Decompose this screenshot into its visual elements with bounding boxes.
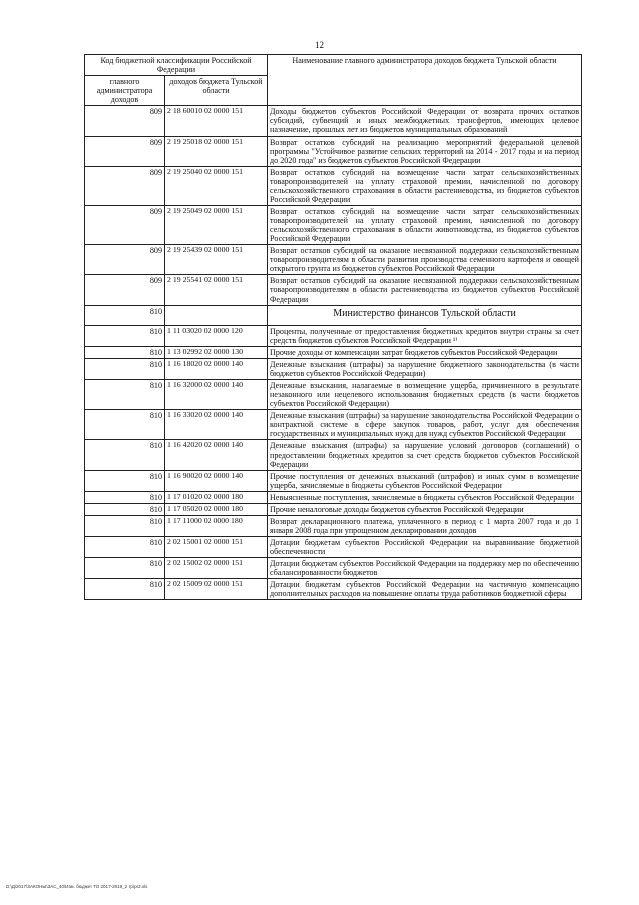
- income-code-cell: 1 17 11000 02 0000 180: [165, 515, 268, 536]
- admin-code-cell: 810: [85, 515, 165, 536]
- income-name-cell: Денежные взыскания, налагаемые в возмещение ущерба, причиненного в результате незаконного или нецелевого использования бюджетных средств (в части бюджетов субъектов Российской Федерации): [268, 380, 582, 410]
- ministry-header-row: [85, 305, 582, 325]
- income-code-cell: 2 18 60010 02 0000 151: [165, 106, 268, 136]
- income-code-cell: 2 19 25049 02 0000 151: [165, 205, 268, 244]
- income-code-cell: 2 02 15001 02 0000 151: [165, 537, 268, 558]
- table-row: [85, 558, 582, 579]
- income-name-cell: Возврат остатков субсидий на реализацию мероприятий федеральной целевой программы "Устойчивое развитие сельских территорий на 2014 - 2017 годы и на период до 2020 года" из бюджетов субъектов Российской Федерации: [268, 136, 582, 166]
- income-code-cell: 2 19 25439 02 0000 151: [165, 245, 268, 275]
- income-name-cell: Прочие доходы от компенсации затрат бюджетов субъектов Российской Федерации: [268, 346, 582, 358]
- table-row: [85, 245, 582, 275]
- income-name-cell: Прочие поступления от денежных взысканий (штрафов) и иных сумм в возмещение ущерба, зачисляемые в бюджеты субъектов Российской Федерации: [268, 470, 582, 491]
- income-code-cell: 1 16 32000 02 0000 140: [165, 380, 268, 410]
- table-row: [85, 358, 582, 379]
- income-name-cell: Невыясненные поступления, зачисляемые в бюджеты субъектов Российской Федерации: [268, 491, 582, 503]
- header-admin: главного администратора доходов: [85, 76, 165, 106]
- table-row: [85, 380, 582, 410]
- table-row: [85, 440, 582, 470]
- table-row: [85, 491, 582, 503]
- admin-code-cell: 809: [85, 245, 165, 275]
- income-name-cell: Денежные взыскания (штрафы) за нарушение условий договоров (соглашений) о предоставлении бюджетных кредитов за счет средств бюджетов субъектов Российской Федерации: [268, 440, 582, 470]
- income-name-cell: Возврат остатков субсидий на оказание несвязанной поддержки сельскохозяйственным товаропроизводителям в области растениеводства из бюджетов субъектов Российской Федерации: [268, 275, 582, 305]
- income-name-cell: Денежные взыскания (штрафы) за нарушение бюджетного законодательства (в части бюджетов субъектов Российской Федерации): [268, 358, 582, 379]
- table-row: [85, 579, 582, 600]
- table-row: [85, 346, 582, 358]
- header-income: доходов бюджета Тульской области: [165, 76, 268, 106]
- table-row: [85, 205, 582, 244]
- admin-code-cell: 809: [85, 275, 165, 305]
- table-row: [85, 515, 582, 536]
- admin-code-cell: 810: [85, 410, 165, 440]
- header-name: Наименование главного администратора доходов бюджета Тульской области: [268, 55, 582, 106]
- income-code-cell: [165, 305, 268, 325]
- admin-code-cell: 810: [85, 325, 165, 346]
- income-name-cell: Проценты, полученные от предоставления бюджетных кредитов внутри страны за счет средств бюджетов субъектов Российской Федерации ¹⁾: [268, 325, 582, 346]
- income-code-cell: 2 02 15002 02 0000 151: [165, 558, 268, 579]
- income-name-cell: Возврат декларационного платежа, уплаченного в период с 1 марта 2007 года и до 1 января 2008 года при упрощенном декларировании доходов: [268, 515, 582, 536]
- ministry-name-cell: Министерство финансов Тульской области: [268, 305, 582, 325]
- table-row: [85, 106, 582, 136]
- admin-code-cell: 810: [85, 440, 165, 470]
- income-name-cell: Прочие неналоговые доходы бюджетов субъектов Российской Федерации: [268, 503, 582, 515]
- table-row: [85, 470, 582, 491]
- table-body: [85, 106, 582, 600]
- admin-code-cell: 809: [85, 106, 165, 136]
- table-row: [85, 136, 582, 166]
- header-code-group: Код бюджетной классификации Российской Федерации: [85, 55, 268, 76]
- page-number: 12: [315, 40, 324, 50]
- budget-classification-table: [84, 54, 582, 600]
- table-row: [85, 410, 582, 440]
- income-name-cell: Возврат остатков субсидий на возмещение части затрат сельскохозяйственных товаропроизводителей на уплату страховой премии, начисленной по договору сельскохозяйственного страхования в области животноводства, из бюджетов субъектов Российской Федерации: [268, 205, 582, 244]
- admin-code-cell: 809: [85, 136, 165, 166]
- income-name-cell: Дотации бюджетам субъектов Российской Федерации на выравнивание бюджетной обеспеченности: [268, 537, 582, 558]
- income-name-cell: Дотации бюджетам субъектов Российской Федерации на поддержку мер по обеспечению сбалансированности бюджетов: [268, 558, 582, 579]
- admin-code-cell: 810: [85, 305, 165, 325]
- income-name-cell: Возврат остатков субсидий на оказание несвязанной поддержки сельскохозяйственным товаропроизводителям в области развития производства семенного картофеля и овощей открытого грунта из бюджетов субъектов Российской Федерации: [268, 245, 582, 275]
- admin-code-cell: 810: [85, 537, 165, 558]
- income-name-cell: Денежные взыскания (штрафы) за нарушение законодательства Российской Федерации о контрактной системе в сфере закупок товаров, работ, услуг для обеспечения государственных и муниципальных нужд для нужд субъектов Российской Федерации: [268, 410, 582, 440]
- admin-code-cell: 810: [85, 558, 165, 579]
- table-row: [85, 503, 582, 515]
- admin-code-cell: 809: [85, 205, 165, 244]
- income-code-cell: 2 19 25040 02 0000 151: [165, 166, 268, 205]
- income-code-cell: 1 16 18020 02 0000 140: [165, 358, 268, 379]
- income-name-cell: Доходы бюджетов субъектов Российской Федерации от возврата прочих остатков субсидий, субвенций и иных межбюджетных трансфертов, имеющих целевое назначение, прошлых лет из бюджетов муниципальных образований: [268, 106, 582, 136]
- income-code-cell: 1 17 01020 02 0000 180: [165, 491, 268, 503]
- income-code-cell: 1 16 90020 02 0000 140: [165, 470, 268, 491]
- income-code-cell: 2 02 15009 02 0000 151: [165, 579, 268, 600]
- admin-code-cell: 810: [85, 346, 165, 358]
- table-row: [85, 275, 582, 305]
- admin-code-cell: 810: [85, 470, 165, 491]
- admin-code-cell: 809: [85, 166, 165, 205]
- admin-code-cell: 810: [85, 579, 165, 600]
- income-code-cell: 1 17 05020 02 0000 180: [165, 503, 268, 515]
- admin-code-cell: 810: [85, 358, 165, 379]
- table-row: [85, 537, 582, 558]
- income-code-cell: 1 16 33020 02 0000 140: [165, 410, 268, 440]
- admin-code-cell: 810: [85, 503, 165, 515]
- income-name-cell: Дотации бюджетам субъектов Российской Федерации на частичную компенсацию дополнительных расходов на повышение оплаты труда работников бюджетной сферы: [268, 579, 582, 600]
- income-code-cell: 1 11 03020 02 0000 120: [165, 325, 268, 346]
- income-code-cell: 1 13 02992 02 0000 130: [165, 346, 268, 358]
- admin-code-cell: 810: [85, 491, 165, 503]
- income-code-cell: 2 19 25541 02 0000 151: [165, 275, 268, 305]
- footer-file-path: D:\Д\2017\ЗАКОНЫ\ЗАС_40\Изм. бюджет ТО 2017-2019_2 тр\pr2.xls: [6, 884, 148, 889]
- income-code-cell: 1 16 42020 02 0000 140: [165, 440, 268, 470]
- income-name-cell: Возврат остатков субсидий на возмещение части затрат сельскохозяйственных товаропроизводителей на уплату страховой премии, начисленной по договору сельскохозяйственного страхования в области растениеводства, из бюджетов субъектов Российской Федерации: [268, 166, 582, 205]
- table-row: [85, 325, 582, 346]
- income-code-cell: 2 19 25018 02 0000 151: [165, 136, 268, 166]
- table-row: [85, 166, 582, 205]
- admin-code-cell: 810: [85, 380, 165, 410]
